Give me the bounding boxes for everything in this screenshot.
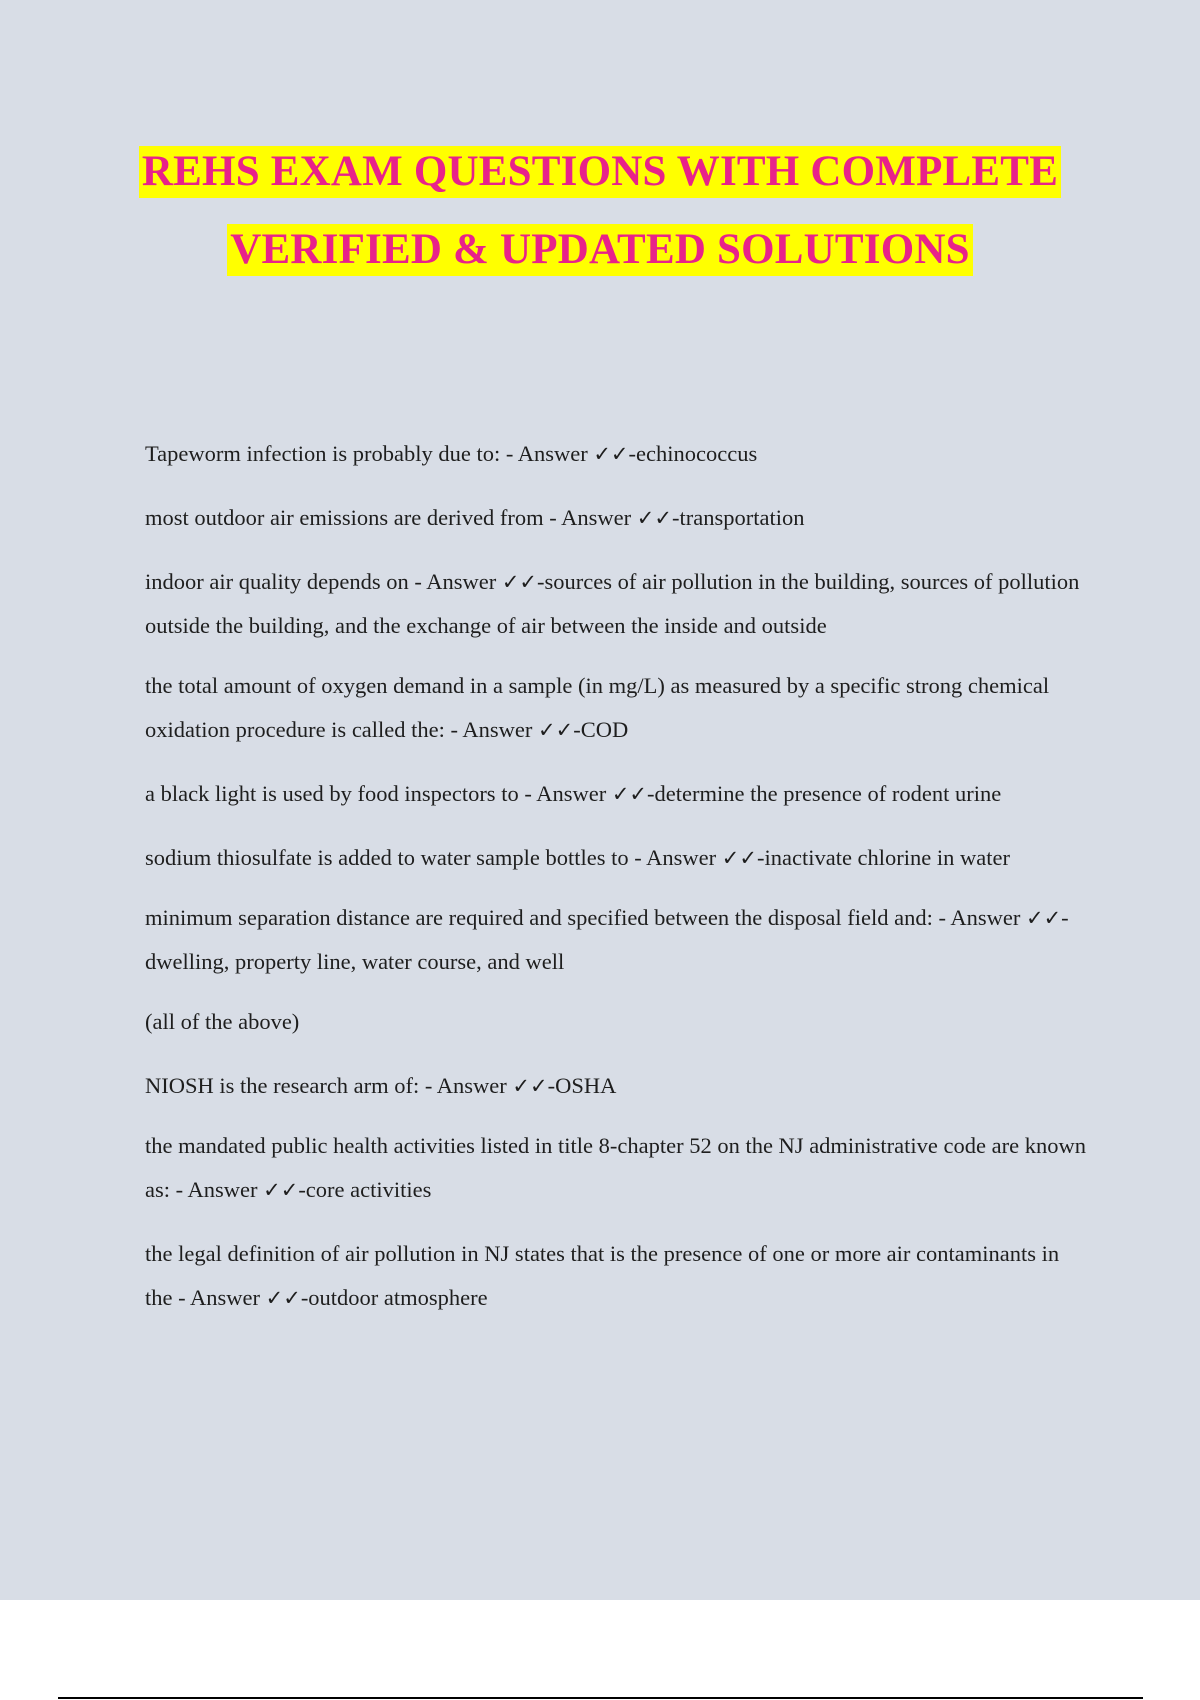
qa-item: [145, 1232, 1090, 1320]
double-check-icon: ✓✓: [512, 1074, 548, 1098]
qa-item: [145, 772, 1090, 816]
question-text: the legal definition of air pollution in NJ states that is the presence of one or more air contaminants in the -: [145, 1241, 1060, 1310]
question-text: indoor air quality depends on -: [145, 569, 427, 594]
answer-text: -determine the presence of rodent urine: [647, 781, 1002, 806]
answer-text: -echinococcus: [628, 441, 758, 466]
qa-item: [145, 432, 1090, 476]
question-text: NIOSH is the research arm of: -: [145, 1073, 437, 1098]
double-check-icon: ✓✓: [538, 718, 574, 742]
double-check-icon: ✓✓: [1025, 906, 1062, 930]
double-check-icon: ✓✓: [265, 1286, 301, 1310]
question-text: a black light is used by food inspectors to -: [145, 781, 537, 806]
document-title: [0, 146, 1200, 302]
footer-divider: [58, 1697, 1143, 1699]
question-text: minimum separation distance are required and specified between the disposal field and: -: [145, 905, 951, 930]
qa-item: [145, 1124, 1090, 1212]
title-line-2: VERIFIED & UPDATED SOLUTIONS: [227, 224, 973, 276]
double-check-icon: ✓✓: [501, 570, 538, 594]
double-check-icon: ✓✓: [263, 1178, 299, 1202]
answer-label: Answer: [561, 505, 632, 530]
answer-text: -OSHA: [547, 1073, 617, 1098]
answer-text: -COD: [573, 717, 629, 742]
qa-note: [145, 1000, 1090, 1044]
question-text: Tapeworm infection is probably due to: -: [145, 441, 518, 466]
qa-item: [145, 560, 1090, 648]
question-text: sodium thiosulfate is added to water sample bottles to -: [145, 845, 647, 870]
answer-label: Answer: [190, 1285, 260, 1310]
double-check-icon: ✓✓: [611, 782, 648, 806]
qa-list: [145, 432, 1090, 1340]
qa-item: [145, 664, 1090, 752]
qa-item: [145, 896, 1090, 984]
answer-label: Answer: [646, 845, 717, 870]
qa-item: [145, 496, 1090, 540]
question-text: most outdoor air emissions are derived from -: [145, 505, 562, 530]
answer-label: Answer: [462, 717, 533, 742]
answer-label: Answer: [187, 1177, 258, 1202]
question-text: the mandated public health activities listed in title 8-chapter 52 on the NJ administrative code are known as: -: [145, 1133, 1086, 1202]
qa-item: [145, 836, 1090, 880]
answer-text: -core activities: [298, 1177, 432, 1202]
double-check-icon: ✓✓: [593, 442, 629, 466]
note-text: (all of the above): [145, 1009, 300, 1034]
double-check-icon: ✓✓: [721, 846, 757, 870]
answer-text: -dwelling, property line, water course, and well: [145, 905, 1069, 974]
title-line-1: REHS EXAM QUESTIONS WITH COMPLETE: [139, 146, 1061, 198]
answer-label: Answer: [536, 781, 607, 806]
answer-label: Answer: [517, 441, 588, 466]
double-check-icon: ✓✓: [636, 506, 672, 530]
answer-text: -transportation: [671, 505, 805, 530]
answer-label: Answer: [426, 569, 497, 594]
qa-item: [145, 1064, 1090, 1108]
question-text: the total amount of oxygen demand in a sample (in mg/L) as measured by a specific strong chemical oxidation procedure is called the: -: [145, 673, 1050, 742]
answer-text: -inactivate chlorine in water: [756, 845, 1010, 870]
answer-label: Answer: [950, 905, 1021, 930]
answer-label: Answer: [436, 1073, 507, 1098]
answer-text: -outdoor atmosphere: [300, 1285, 488, 1310]
answer-text: -sources of air pollution in the building, sources of pollution outside the building, and the exchange of air between the inside and outside: [145, 569, 1080, 638]
